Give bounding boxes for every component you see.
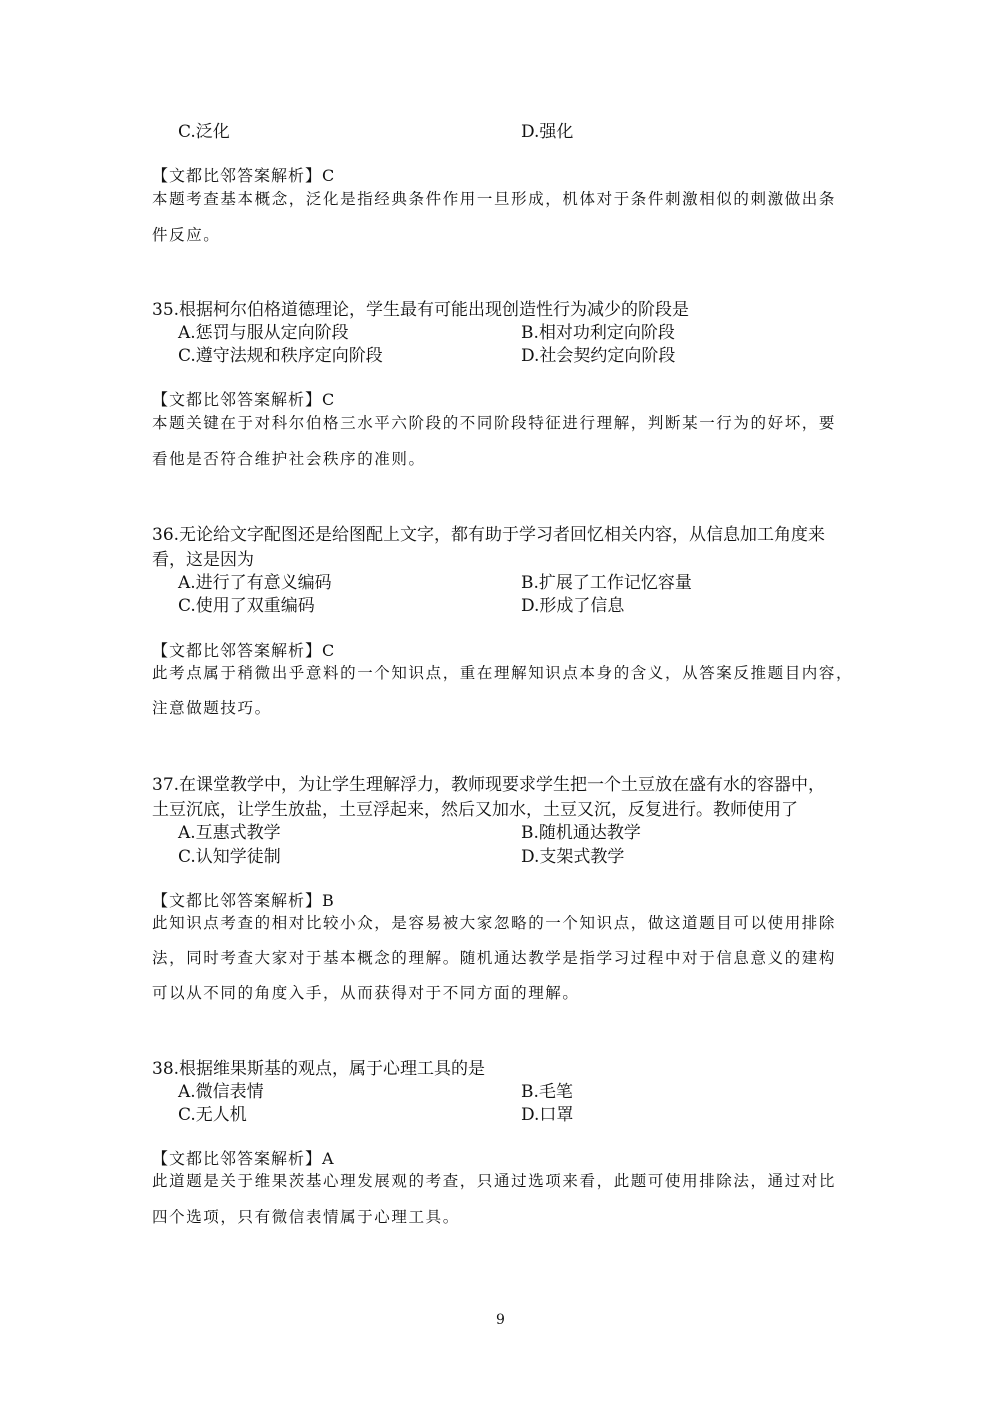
q35-option-a: A.惩罚与服从定向阶段	[178, 323, 349, 343]
q38-option-b: B.毛笔	[521, 1082, 573, 1102]
q37-stem-line: 37.在课堂教学中，为让学生理解浮力，教师现要求学生把一个土豆放在盛有水的容器中，	[152, 775, 826, 795]
q37-option-d: D.支架式教学	[521, 847, 625, 867]
q36-option-d: D.形成了信息	[521, 596, 625, 616]
q34-answer-heading: 【文都比邻答案解析】C	[152, 166, 336, 185]
q35-option-b: B.相对功利定向阶段	[521, 323, 675, 343]
q37-stem-line: 土豆沉底，让学生放盐，土豆浮起来，然后又加水，土豆又沉，反复进行。教师使用了	[152, 800, 798, 820]
q36-stem-line: 36.无论给文字配图还是给图配上文字，都有助于学习者回忆相关内容，从信息加工角度来	[152, 525, 826, 545]
q35-option-c: C.遵守法规和秩序定向阶段	[178, 346, 383, 366]
q38-option-a: A.微信表情	[178, 1082, 264, 1102]
q37-explanation-line: 此知识点考查的相对比较小众，是容易被大家忽略的一个知识点，做这道题目可以使用排除	[152, 914, 837, 932]
q35-explanation-line: 看他是否符合维护社会秩序的准则。	[152, 450, 426, 468]
q36-explanation-line: 此考点属于稍微出乎意料的一个知识点，重在理解知识点本身的含义，从答案反推题目内容，	[152, 664, 854, 682]
q36-explanation-line: 注意做题技巧。	[152, 699, 272, 717]
q37-explanation-line: 可以从不同的角度入手，从而获得对于不同方面的理解。	[152, 984, 580, 1002]
q35-option-d: D.社会契约定向阶段	[521, 346, 676, 366]
q37-option-c: C.认知学徒制	[178, 847, 281, 867]
q34-option-d: D.强化	[521, 122, 574, 142]
q34-explanation-line: 本题考查基本概念，泛化是指经典条件作用一旦形成，机体对于条件刺激相似的刺激做出条	[152, 190, 837, 208]
q37-option-a: A.互惠式教学	[178, 823, 281, 843]
q36-option-a: A.进行了有意义编码	[178, 573, 332, 593]
q35-explanation-line: 本题关键在于对科尔伯格三水平六阶段的不同阶段特征进行理解，判断某一行为的好坏，要	[152, 414, 837, 432]
q37-explanation-line: 法，同时考查大家对于基本概念的理解。随机通达教学是指学习过程中对于信息意义的建构	[152, 949, 837, 967]
page-number: 9	[496, 1312, 505, 1328]
q38-option-c: C.无人机	[178, 1105, 247, 1125]
q38-stem: 38.根据维果斯基的观点，属于心理工具的是	[152, 1059, 486, 1079]
q36-option-c: C.使用了双重编码	[178, 596, 315, 616]
q38-explanation-line: 此道题是关于维果茨基心理发展观的考查，只通过选项来看，此题可使用排除法，通过对比	[152, 1172, 837, 1190]
q36-option-b: B.扩展了工作记忆容量	[521, 573, 692, 593]
q35-answer-heading: 【文都比邻答案解析】C	[152, 390, 336, 409]
q37-answer-heading: 【文都比邻答案解析】B	[152, 891, 335, 910]
q37-option-b: B.随机通达教学	[521, 823, 641, 843]
q34-explanation-line: 件反应。	[152, 226, 221, 244]
q36-answer-heading: 【文都比邻答案解析】C	[152, 641, 336, 660]
q38-explanation-line: 四个选项，只有微信表情属于心理工具。	[152, 1208, 460, 1226]
q34-option-c: C.泛化	[178, 122, 230, 142]
q38-answer-heading: 【文都比邻答案解析】A	[152, 1149, 335, 1168]
q38-option-d: D.口罩	[521, 1105, 574, 1125]
q35-stem: 35.根据柯尔伯格道德理论，学生最有可能出现创造性行为减少的阶段是	[152, 300, 690, 320]
q36-stem-line: 看，这是因为	[152, 550, 254, 570]
